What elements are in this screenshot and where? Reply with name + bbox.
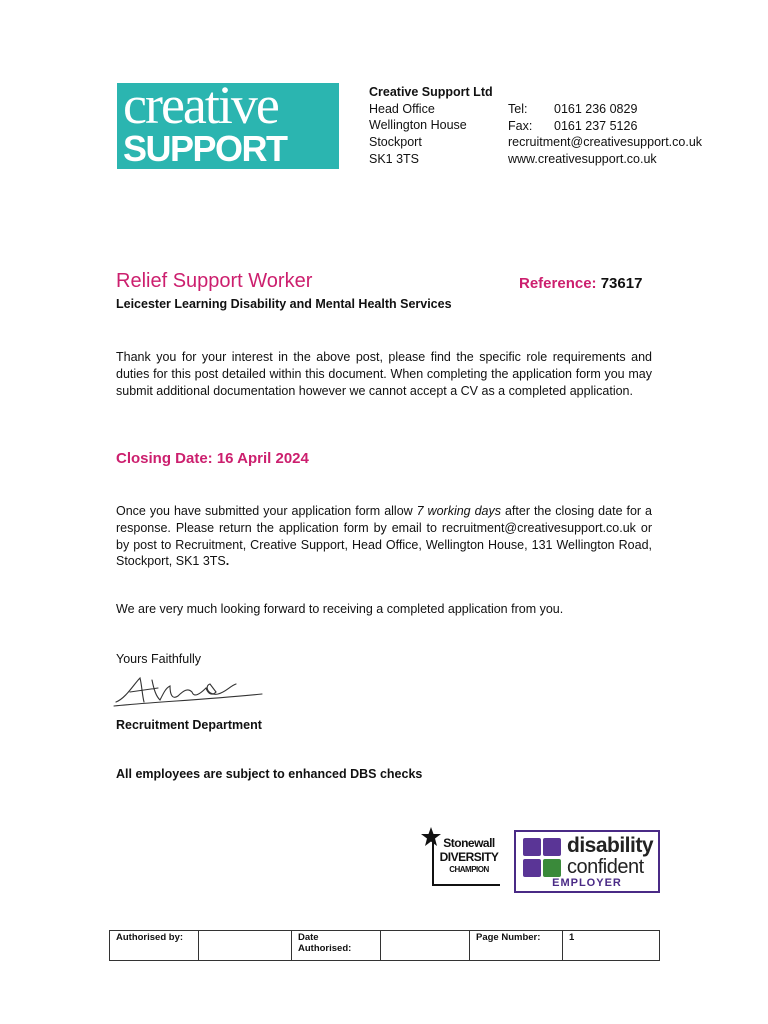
contact-website: www.creativesupport.co.uk [508,152,657,167]
page-number-label: Page Number: [470,931,563,961]
return-text: Once you have submitted your application form allow [116,504,417,518]
page-number-value: 1 [563,931,660,961]
return-paragraph [116,503,652,570]
dbs-notice: All employees are subject to enhanced DBS checks [116,767,423,781]
recruitment-department: Recruitment Department [116,718,262,732]
fax-label: Fax: [508,118,533,133]
badge-underline [434,884,500,886]
authorisation-table [109,930,660,961]
creative-support-logo [117,83,339,169]
job-reference [519,275,642,292]
stonewall-text: Stonewall [443,836,495,850]
job-title: Relief Support Worker [116,270,313,292]
telephone-number: 0161 236 0829 [554,102,638,116]
address-line: Head Office [369,101,435,116]
table-row [110,931,660,961]
return-text-end: . [225,554,230,569]
confident-text: confident [567,856,644,878]
telephone-label: Tel: [508,102,528,116]
lock-icon [523,859,541,877]
address-line: SK1 3TS [369,151,420,166]
authorised-by-value [199,931,292,961]
logo-text-creative: creative [123,83,278,135]
disability-text: disability [567,834,654,857]
date-authorised-label: Date Authorised: [292,931,381,961]
diversity-text: DIVERSITY [439,850,499,864]
person-icon [543,859,561,877]
stonewall-diversity-champion-badge [420,826,502,888]
address-line: Wellington House [369,118,467,133]
working-days: 7 working days [416,504,502,518]
return-text-continued: after the closing date for a response. Please return the application form by email to recruitment@creativesupport.co.uk or by post to Recruitment, Creative Support, Head Office, Wellington House, 131 Wellington Road, Stockport, SK1 3TS [116,504,652,569]
intro-paragraph: Thank you for your interest in the above post, please find the specific role requirements and duties for this post detailed within this document. When completing the application form you may submit additional documentation however we cannot accept a CV as a completed application. [116,350,652,398]
people-icon [523,838,541,856]
address-line: Stockport [369,135,422,150]
authorised-by-label: Authorised by: [110,931,199,961]
sign-off: Yours Faithfully [116,652,201,666]
closing-date: Closing Date: 16 April 2024 [116,450,309,467]
logo-text-support: SUPPORT [123,128,287,169]
reference-number: 73617 [600,275,643,292]
employer-text: EMPLOYER [552,877,622,889]
champion-text: CHAMPION [449,865,489,874]
date-authorised-value [381,931,470,961]
handwritten-signature [112,672,264,710]
service-name: Leicester Learning Disability and Mental Health Services [116,297,452,311]
disability-confident-employer-badge [514,830,660,893]
telephone-row [508,101,702,118]
fax-number: 0161 237 5126 [554,118,638,133]
organisation-name: Creative Support Ltd [369,85,493,99]
reference-label: Reference: [519,275,597,292]
closing-remark: We are very much looking forward to receiving a completed application from you. [116,602,564,616]
contact-details [508,101,702,168]
chart-icon [543,838,561,856]
organisation-address [369,84,493,168]
contact-email: recruitment@creativesupport.co.uk [508,135,703,150]
fax-row [508,118,702,135]
